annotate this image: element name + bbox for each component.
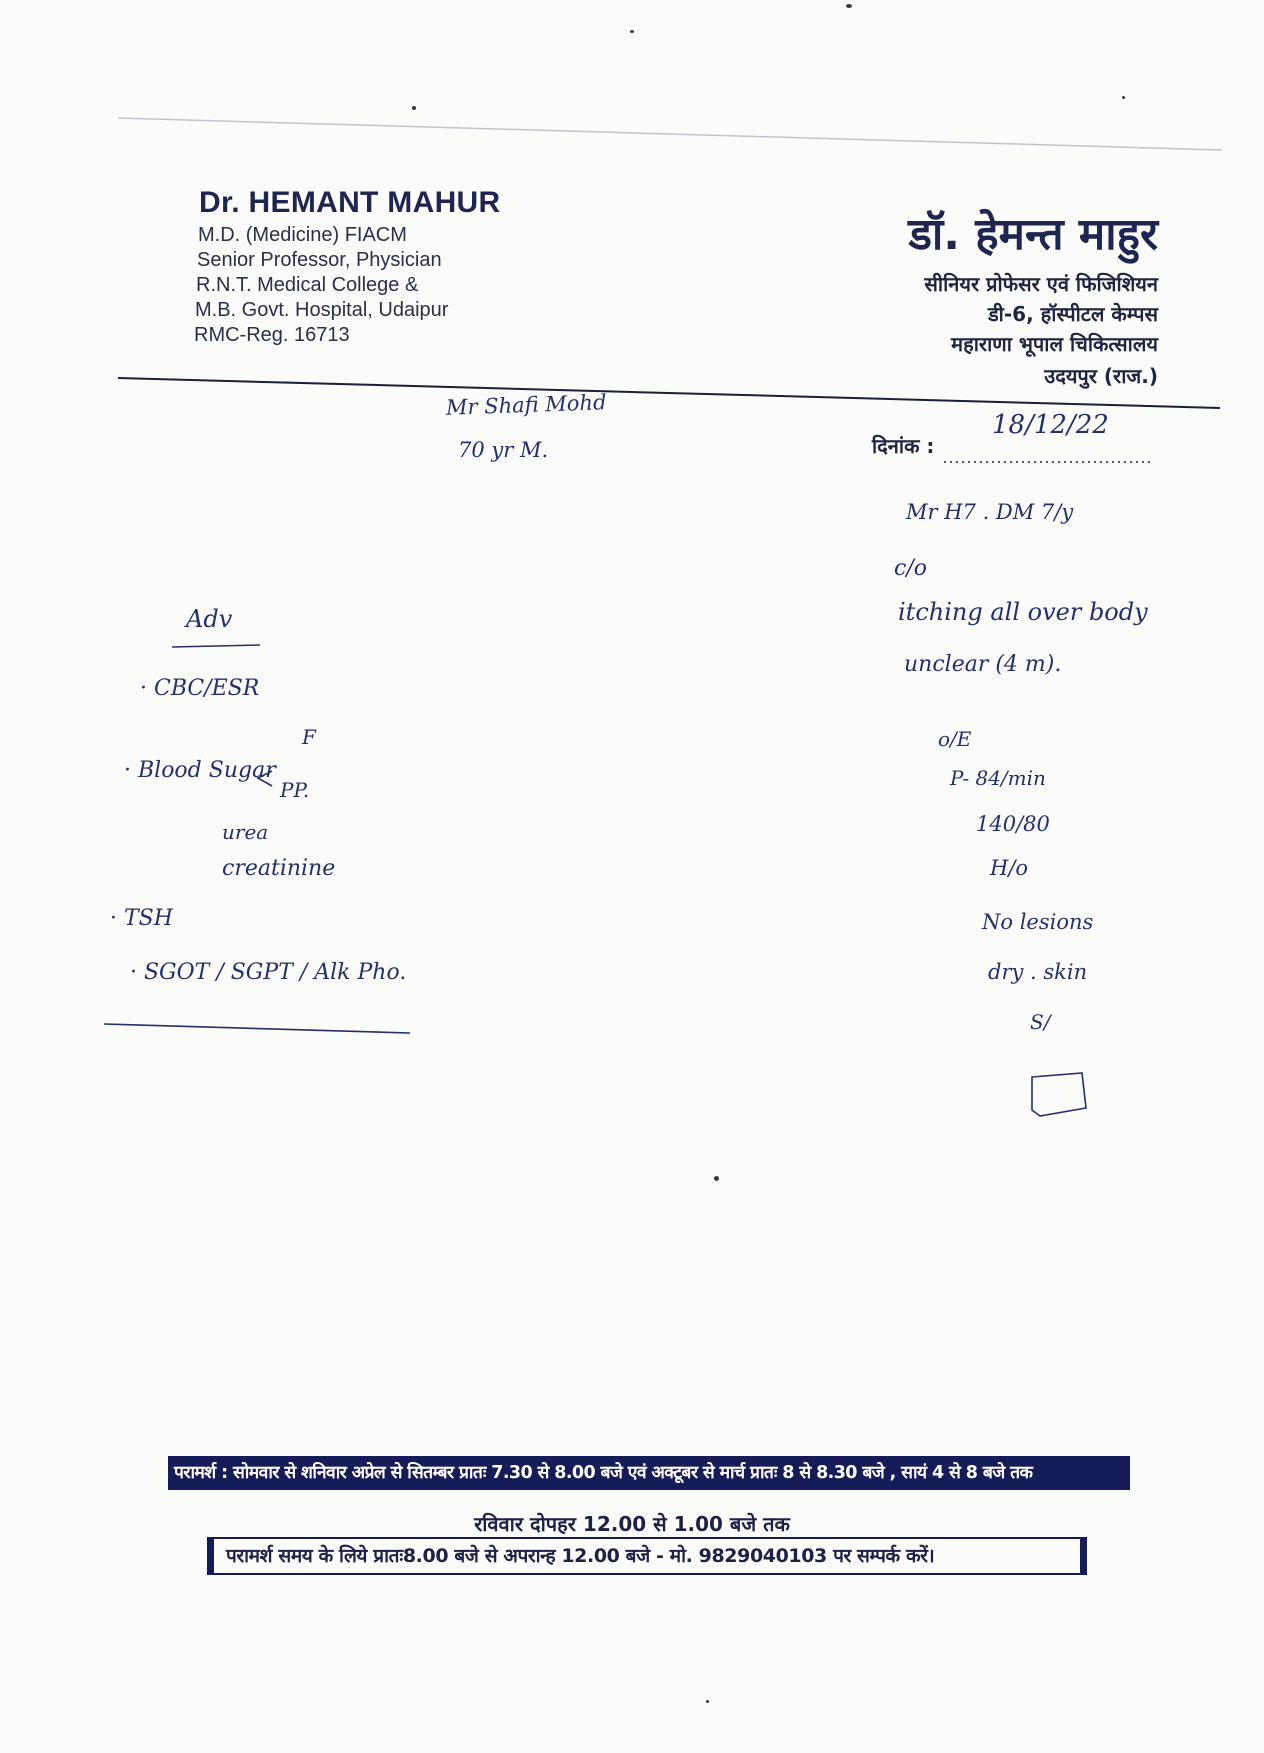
history-line: unclear (4 m). xyxy=(904,652,1062,677)
investigation-item: · CBC/ESR xyxy=(140,676,260,701)
history-line: c/o xyxy=(894,556,927,581)
patient-age-sex: 70 yr M. xyxy=(458,438,549,462)
investigation-item: F xyxy=(302,725,316,749)
investigation-item: urea xyxy=(222,820,269,844)
scan-speck xyxy=(630,30,634,33)
address-line-hi: महाराणा भूपाल चिकित्सालय xyxy=(951,332,1158,356)
patient-name: Mr Shafi Mohd xyxy=(445,390,607,420)
address-line-hi: डी-6, हॉस्पीटल केम्पस xyxy=(987,302,1158,326)
credential-line: R.N.T. Medical College & xyxy=(196,274,419,296)
scan-speck xyxy=(846,4,852,8)
scan-speck xyxy=(412,106,416,110)
exam-line: No lesions xyxy=(982,910,1094,934)
doctor-name-en: Dr. HEMANT MAHUR xyxy=(199,186,501,219)
address-line-hi: उदयपुर (राज.) xyxy=(1044,364,1158,388)
exam-line: H/o xyxy=(990,856,1029,880)
investigation-item: · SGOT / SGPT / Alk Pho. xyxy=(130,960,407,985)
exam-line: dry . skin xyxy=(988,960,1088,984)
consultation-hours-banner: परामर्श : सोमवार से शनिवार अप्रेल से सितम्बर प्रातः 7.30 से 8.00 बजे एवं अक्टूबर से मार्च प्रातः 8 से 8.30 बजे , सायं 4 से 8 बजे तक xyxy=(168,1456,1130,1490)
credential-line: RMC-Reg. 16713 xyxy=(194,324,350,346)
history-line: Mr H7 . DM 7/y xyxy=(906,500,1074,524)
scan-speck xyxy=(1122,96,1125,99)
sunday-hours: रविवार दोपहर 12.00 से 1.00 बजे तक xyxy=(474,1512,790,1536)
doctor-name-hi: डॉ. हेमन्त माहुर xyxy=(908,209,1158,260)
investigation-item: creatinine xyxy=(222,856,336,881)
date-value: 18/12/22 xyxy=(992,410,1109,440)
exam-line: P- 84/min xyxy=(950,766,1046,790)
date-label: दिनांक : xyxy=(872,434,935,458)
credential-line: M.D. (Medicine) FIACM xyxy=(198,224,407,246)
investigation-item: · Blood Sugar xyxy=(124,758,276,783)
adv-underline xyxy=(172,645,260,647)
investigation-end-line xyxy=(104,1024,410,1033)
appointment-box: परामर्श समय के लिये प्रातः8.00 बजे से अपरान्ह 12.00 बजे - मो. 9829040103 पर सम्पर्क करें। xyxy=(207,1537,1087,1575)
signature-doodle xyxy=(1032,1073,1086,1116)
top-edge-line xyxy=(118,118,1222,150)
credential-line: Senior Professor, Physician xyxy=(197,249,442,271)
scan-speck xyxy=(714,1176,719,1181)
investigation-item: · TSH xyxy=(110,906,173,931)
credential-line: M.B. Govt. Hospital, Udaipur xyxy=(195,299,449,321)
address-line-hi: सीनियर प्रोफेसर एवं फिजिशियन xyxy=(924,272,1158,296)
investigation-item: PP. xyxy=(280,778,310,802)
advice-heading: Adv xyxy=(186,605,233,633)
scan-speck xyxy=(706,1700,709,1703)
exam-line: o/E xyxy=(938,727,972,751)
exam-line: S/ xyxy=(1030,1010,1051,1034)
history-line: itching all over body xyxy=(898,598,1148,626)
exam-line: 140/80 xyxy=(976,812,1050,836)
